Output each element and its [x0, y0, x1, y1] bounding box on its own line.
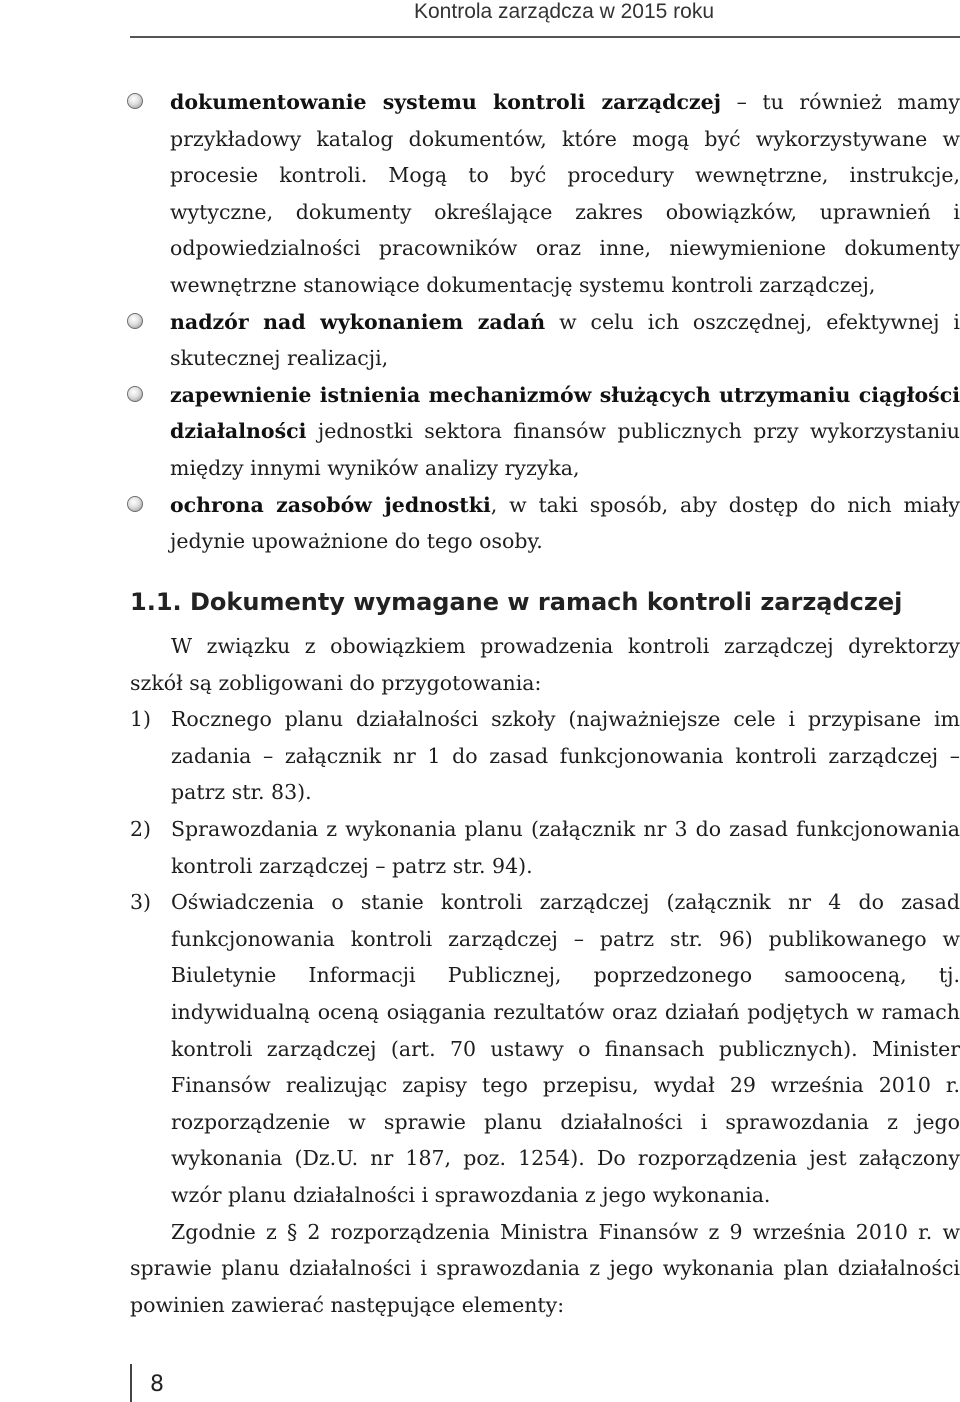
list-item	[130, 811, 960, 884]
list-number: 3)	[130, 890, 152, 915]
closing-paragraph: Zgodnie z § 2 rozporządzenia Ministra Finansów z 9 września 2010 r. w sprawie planu działalności i sprawozdania z jego wykonania plan działalności powinien zawierać następujące elementy:	[130, 1219, 960, 1317]
bullet-item	[170, 84, 960, 304]
running-header	[130, 0, 960, 38]
bullet-circle-icon	[127, 93, 143, 109]
bullet-list	[170, 84, 960, 560]
page-number-rule	[130, 1364, 132, 1402]
bullet-item	[170, 377, 960, 487]
bullet-item	[170, 304, 960, 377]
bullet-bold-text: zapewnienie istnienia mechanizmów służących utrzymaniu ciągłości działalności	[170, 382, 960, 444]
section-heading: 1.1. Dokumenty wymagane w ramach kontroli zarządczej	[130, 588, 903, 616]
header-title: Kontrola zarządcza w 2015 roku	[414, 0, 714, 23]
list-item	[130, 884, 960, 1213]
list-text: Sprawozdania z wykonania planu (załącznik nr 3 do zasad funkcjonowania kontroli zarządczej – patrz str. 94).	[171, 816, 960, 878]
bullet-text: jednostki sektora finansów publicznych przy wykorzystaniu między innymi wyników analizy ryzyka,	[170, 419, 960, 480]
list-text: Rocznego planu działalności szkoły (najważniejsze cele i przypisane im zadania – załącznik nr 1 do zasad funkcjonowania kontroli zarządczej – patrz str. 83).	[171, 707, 960, 805]
bullet-circle-icon	[127, 386, 143, 402]
bullet-circle-icon	[127, 313, 143, 329]
intro-paragraph: W związku z obowiązkiem prowadzenia kontroli zarządczej dyrektorzy szkół są zobligowani do przygotowania:	[130, 634, 960, 695]
bullet-text: – tu również mamy przykładowy katalog dokumentów, które mogą być wykorzystywane w procesie kontroli. Mogą to być procedury wewnętrzne, instrukcje, wytyczne, dokumenty określające zakres obowiązków, uprawnień i odpowiedzialności pracowników oraz inne, niewymienione dokumenty wewnętrzne stanowiące dokumentację systemu kontroli zarządczej,	[170, 90, 960, 297]
body-text	[130, 628, 960, 1323]
bullet-text: w celu ich oszczędnej, efektywnej i skutecznej realizacji,	[170, 309, 960, 371]
list-item	[130, 701, 960, 811]
page-number: 8	[150, 1372, 164, 1397]
bullet-bold-text: dokumentowanie systemu kontroli zarządczej	[170, 90, 722, 114]
list-number: 1)	[130, 707, 152, 732]
bullet-text: , w taki sposób, aby dostęp do nich miały jedynie upoważnione do tego osoby.	[170, 492, 960, 554]
bullet-bold-text: nadzór nad wykonaniem zadań	[170, 309, 546, 334]
bullet-bold-text: ochrona zasobów jednostki	[170, 492, 491, 517]
bullet-item	[170, 487, 960, 560]
list-number: 2)	[130, 816, 152, 841]
bullet-circle-icon	[127, 496, 143, 512]
list-text: Oświadczenia o stanie kontroli zarządczej (załącznik nr 4 do zasad funkcjonowania kontroli zarządczej – patrz str. 96) publikowanego w Biuletynie Informacji Publicznej, poprzedzonego samooceną, tj. indywidualną oceną osiągania rezultatów oraz działań podjętych w ramach kontroli zarządczej (art. 70 ustawy o finansach publicznych). Minister Finansów realizując zapisy tego przepisu, wydał 29 września 2010 r. rozporządzenie w sprawie planu działalności i sprawozdania z jego wykonania (Dz.U. nr 187, poz. 1254). Do rozporządzenia jest załączony wzór planu działalności i sprawozdania z jego wykonania.	[171, 890, 960, 1207]
